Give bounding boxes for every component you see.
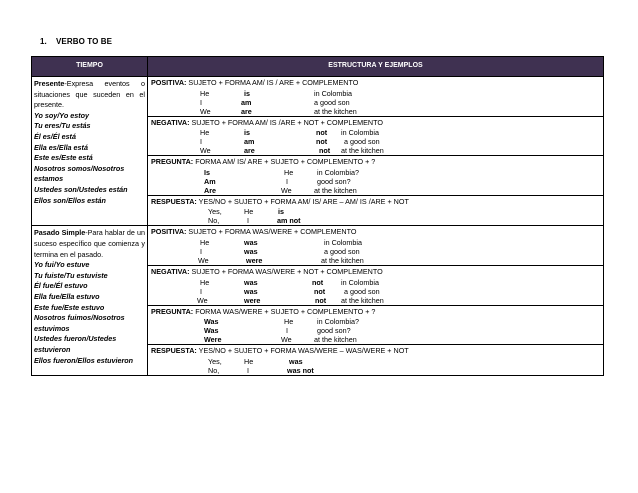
respuesta-cell	[148, 195, 604, 226]
example-word: I	[247, 365, 249, 375]
positiva-structure: SUJETO + FORMA WAS/WERE + COMPLEMENTO	[188, 227, 357, 237]
example-word: He	[200, 237, 210, 247]
example-word: not	[312, 277, 324, 287]
example-row	[151, 207, 600, 216]
example-row	[151, 366, 600, 375]
example-word: I	[200, 246, 202, 256]
respuesta-label: RESPUESTA:	[151, 346, 197, 356]
example-word: were	[246, 255, 263, 265]
example-row	[151, 247, 600, 256]
respuesta-structure: YES/NO + SUJETO + FORMA WAS/WERE – WAS/WERE + NOT	[198, 346, 409, 356]
example-word: We	[198, 255, 209, 265]
negativa-label: NEGATIVA:	[151, 266, 190, 276]
example-word: Were	[204, 335, 222, 345]
example-word: is	[278, 207, 284, 217]
section-title: VERBO TO BE	[56, 37, 113, 46]
example-word: at the kitchen	[321, 255, 364, 265]
example-word: not	[314, 286, 326, 296]
example-word: I	[200, 97, 202, 107]
positiva-label: POSITIVA:	[151, 227, 187, 237]
respuesta-structure: YES/NO + SUJETO + FORMA AM/ IS/ ARE – AM/ IS /ARE + NOT	[198, 196, 409, 206]
form-item: Ustedes fueron/Ustedes estuvieron	[34, 334, 117, 354]
example-word: He	[244, 356, 254, 366]
example-word: not	[316, 137, 328, 147]
negativa-cell	[148, 116, 604, 156]
tense-cell-pasado	[32, 226, 148, 375]
example-word: was	[244, 237, 258, 247]
example-word: was	[244, 286, 258, 296]
tense-description: -Expresa eventos o situaciones que suceden en el presente.	[34, 79, 145, 110]
positiva-label: POSITIVA:	[151, 78, 187, 87]
example-word: not	[315, 295, 327, 305]
pregunta-label: PREGUNTA:	[151, 157, 194, 167]
example-row	[151, 256, 600, 265]
tense-cell-presente	[32, 77, 148, 226]
form-item: Ellos son/Ellos están	[34, 195, 106, 205]
positiva-structure: SUJETO + FORMA AM/ IS / ARE + COMPLEMENTO	[188, 78, 359, 87]
example-word: was	[244, 246, 258, 256]
respuesta-label: RESPUESTA:	[151, 196, 197, 206]
example-word: at the kitchen	[341, 295, 384, 305]
example-word: I	[286, 176, 288, 186]
negativa-cell	[148, 265, 604, 305]
example-word: Was	[204, 326, 219, 336]
example-word: We	[197, 295, 208, 305]
example-word: Am	[204, 176, 216, 186]
example-word: We	[281, 185, 292, 195]
example-word: We	[200, 146, 211, 156]
form-item: Él es/Él está	[34, 131, 76, 141]
form-item: Este es/Este está	[34, 153, 93, 163]
form-item: Ustedes son/Ustedes están	[34, 184, 128, 194]
example-word: am	[244, 137, 255, 147]
example-word: are	[244, 146, 255, 156]
example-word: are	[241, 106, 252, 116]
section-number: 1.	[40, 37, 47, 46]
example-word: am not	[277, 216, 301, 226]
example-word: in Colombia	[324, 237, 362, 247]
form-item: Nosotros somos/Nosotros estamos	[34, 163, 125, 184]
form-item: Ellos fueron/Ellos estuvieron	[34, 355, 134, 365]
example-row	[151, 326, 600, 335]
tense-definition	[34, 79, 145, 111]
form-item: Este fue/Este estuvo	[34, 302, 105, 312]
form-item: Él fue/Él estuvo	[34, 281, 88, 291]
example-word: a good son	[324, 246, 360, 256]
form-item: Ella es/Ella está	[34, 142, 88, 152]
tense-forms	[34, 260, 145, 366]
example-row	[151, 146, 600, 155]
verb-to-be-table	[31, 56, 604, 376]
example-word: not	[319, 146, 331, 156]
example-word: He	[284, 317, 294, 327]
example-word: in Colombia	[341, 277, 379, 287]
example-word: I	[247, 216, 249, 226]
form-item: Yo soy/Yo estoy	[34, 110, 89, 120]
example-word: at the kitchen	[341, 146, 384, 156]
example-word: We	[281, 335, 292, 345]
example-word: in Colombia?	[317, 317, 359, 327]
tense-forms	[34, 111, 145, 206]
pregunta-label: PREGUNTA:	[151, 306, 194, 316]
example-word: am	[241, 97, 252, 107]
example-word: He	[200, 88, 210, 98]
example-word: not	[316, 128, 328, 138]
tense-label: Presente	[34, 79, 65, 88]
respuesta-cell	[148, 345, 604, 376]
tense-description: -Para hablar de un suceso específico que comienza y termina en el pasado.	[34, 228, 145, 259]
example-row	[151, 98, 600, 107]
example-word: We	[200, 106, 211, 116]
example-row	[151, 216, 600, 225]
example-word: He	[200, 277, 210, 287]
example-word: good son?	[317, 326, 351, 336]
example-word: I	[286, 326, 288, 336]
negativa-label: NEGATIVA:	[151, 117, 190, 127]
example-word: He	[244, 207, 254, 217]
example-row	[151, 238, 600, 247]
example-row	[151, 287, 600, 296]
example-row	[151, 335, 600, 344]
example-word: in Colombia	[314, 88, 352, 98]
pregunta-cell	[148, 156, 604, 196]
tense-definition	[34, 228, 145, 260]
example-word: No,	[208, 365, 220, 375]
pregunta-cell	[148, 305, 604, 345]
example-word: a good son	[344, 286, 380, 296]
example-row	[151, 317, 600, 326]
example-word: is	[244, 88, 250, 98]
form-item: Tu eres/Tu estás	[34, 121, 91, 131]
example-row	[151, 107, 600, 116]
positiva-cell	[148, 226, 604, 266]
example-word: a good son	[314, 97, 350, 107]
example-word: a good son	[344, 137, 380, 147]
example-word: at the kitchen	[314, 335, 357, 345]
table-row	[32, 226, 604, 266]
form-item: Nosotros fuimos/Nosotros estuvimos	[34, 313, 125, 333]
example-row	[151, 177, 600, 186]
example-word: Yes,	[208, 207, 222, 217]
table-row	[32, 77, 604, 117]
example-word: He	[284, 167, 294, 177]
example-row	[151, 128, 600, 137]
example-word: Yes,	[208, 356, 222, 366]
example-word: He	[200, 128, 210, 138]
example-row	[151, 89, 600, 98]
example-row	[151, 278, 600, 287]
example-row	[151, 296, 600, 305]
example-word: good son?	[317, 176, 351, 186]
example-word: is	[244, 128, 250, 138]
pregunta-structure: FORMA AM/ IS/ ARE + SUJETO + COMPLEMENTO + ?	[195, 157, 376, 167]
example-word: I	[200, 286, 202, 296]
example-row	[151, 137, 600, 146]
example-word: No,	[208, 216, 220, 226]
example-word: in Colombia	[341, 128, 379, 138]
example-word: were	[244, 295, 261, 305]
header-tiempo: TIEMPO	[32, 57, 148, 77]
negativa-structure: SUJETO + FORMA WAS/WERE + NOT + COMPLEMENTO	[191, 266, 383, 276]
section-heading	[40, 37, 112, 46]
example-row	[151, 357, 600, 366]
positiva-cell	[148, 77, 604, 117]
example-row	[151, 168, 600, 177]
pregunta-structure: FORMA WAS/WERE + SUJETO + COMPLEMENTO + ?	[195, 306, 376, 316]
example-word: was	[244, 277, 258, 287]
negativa-structure: SUJETO + FORMA AM/ IS /ARE + NOT + COMPLEMENTO	[191, 117, 383, 127]
example-word: in Colombia?	[317, 167, 359, 177]
table-header-row	[32, 57, 604, 77]
tense-label: Pasado Simple	[34, 228, 86, 238]
header-estructura: ESTRUCTURA Y EJEMPLOS	[148, 57, 604, 77]
example-word: was	[289, 356, 303, 366]
example-word: was not	[287, 365, 314, 375]
example-row	[151, 186, 600, 195]
example-word: I	[200, 137, 202, 147]
example-word: at the kitchen	[314, 185, 357, 195]
form-item: Yo fui/Yo estuve	[34, 260, 90, 270]
example-word: Is	[204, 167, 210, 177]
example-word: Are	[204, 185, 216, 195]
example-word: at the kitchen	[314, 106, 357, 116]
form-item: Tu fuiste/Tu estuviste	[34, 270, 108, 280]
example-word: Was	[204, 317, 219, 327]
form-item: Ella fue/Ella estuvo	[34, 291, 100, 301]
